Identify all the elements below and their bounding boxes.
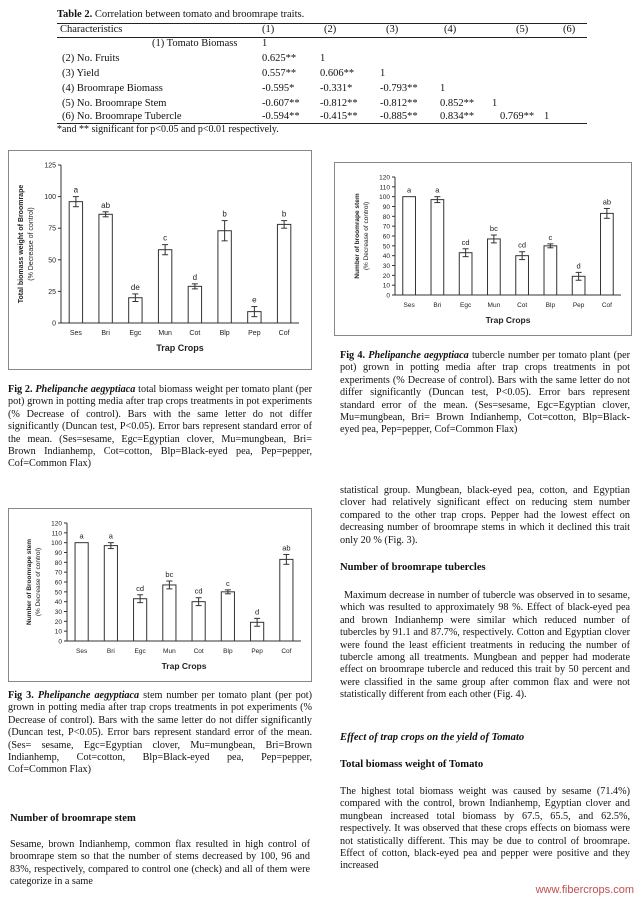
- y-axis-label-unit: (% Decrease of control): [35, 547, 42, 617]
- x-axis-label: Trap Crops: [161, 661, 207, 671]
- significance-letter: e: [252, 295, 257, 305]
- y-tick-label: 70: [54, 569, 62, 577]
- y-tick-label: 60: [382, 233, 390, 241]
- table-title-text: Correlation between tomato and broomrape traits.: [92, 9, 305, 20]
- x-tick-label: Cot: [517, 302, 528, 309]
- table-cell: 0.557**: [262, 68, 297, 79]
- table-cell: -0.812**: [320, 98, 358, 109]
- bar: [403, 197, 416, 295]
- fig2-chart-frame: [8, 150, 312, 370]
- table-title-number: Table 2.: [57, 9, 93, 20]
- table-cell: -0.595*: [262, 83, 295, 94]
- fig4-caption-species: Phelipanche aegyptiaca: [368, 350, 469, 361]
- x-tick-label: Blp: [223, 648, 233, 655]
- x-tick-label: Cof: [278, 330, 290, 337]
- x-tick-label: Blp: [219, 330, 230, 337]
- x-tick-label: Mun: [487, 302, 501, 309]
- fig2-chart: [9, 151, 311, 369]
- significance-letter: ab: [602, 197, 612, 207]
- fig4-caption-text: tubercle number per tomato plant (per pot) grown in potting media after trap crops treatments in pot experiments (% Decrease of control). Bars with the same letter do not differ significantly (Duncan test, P<0.05). Error bars represent standard error of the mean. (Ses=sesame, Egc=Egyptian clover, Mu=mungbean, Bri= Brown Indianhemp, Cot=cotton, Blp=Black-eyed pea, Pep=pepper, Cof=Common Flax): [340, 350, 631, 436]
- table-cell: -0.331*: [320, 83, 353, 94]
- y-axis-label-unit: (% Decrease of control): [363, 201, 370, 271]
- bar: [69, 202, 82, 323]
- fig4-caption: [340, 350, 630, 437]
- significance-letter: d: [576, 261, 581, 271]
- section-heading-tubercles: Number of broomrape tubercles: [340, 562, 486, 573]
- y-tick-label: 50: [382, 243, 390, 251]
- table-header-col3: (3): [386, 24, 399, 35]
- significance-letter: a: [73, 185, 79, 195]
- paragraph-broomrape-stem: Sesame, brown Indianhemp, common flax resulted in high control of broomrape stem so that the number of stems decreased by 100, 96 and 83%, respectively, compared to control one (check) and all of them were categorize in a same: [10, 839, 310, 888]
- table-cell: 1: [544, 111, 550, 122]
- y-tick-label: 80: [54, 559, 62, 567]
- x-tick-label: Egc: [129, 330, 142, 337]
- bar: [431, 200, 444, 295]
- y-tick-label: 110: [51, 530, 62, 538]
- bar: [601, 213, 614, 295]
- y-tick-label: 40: [54, 599, 62, 607]
- table-header-col6: (6): [563, 24, 576, 35]
- table-cell: 1: [492, 98, 498, 109]
- y-tick-label: 0: [386, 292, 390, 300]
- table-header-characteristics: Characteristics: [60, 24, 123, 35]
- table-header-col4: (4): [444, 24, 457, 35]
- fig3-caption-label: Fig 3.: [8, 690, 34, 701]
- y-tick-label: 100: [379, 194, 390, 202]
- significance-letter: a: [108, 531, 113, 541]
- x-tick-label: Pep: [251, 648, 263, 655]
- table-cell: -0.594**: [262, 111, 300, 122]
- y-tick-label: 125: [44, 162, 56, 170]
- bar: [488, 239, 501, 295]
- table-header-col1: (1): [262, 24, 275, 35]
- significance-letter: c: [548, 232, 553, 242]
- y-tick-label: 50: [48, 257, 56, 265]
- significance-letter: d: [192, 272, 198, 282]
- table-top-rule: [57, 23, 587, 24]
- paragraph-biomass-tomato: The highest total biomass weight was caused by sesame (71.4%) compared with the control, brown Indianhemp, Egyptian clover and mungbean increased total biomass by 67.5, 65.5, and 62.5%, respectively. It was observed that these crops effects on biomass were not statistically different. This may be due to control of broomrape. Effect of cotton, black-eyed pea and pepper were positive and they increased: [340, 786, 630, 872]
- table-cell: 1: [380, 68, 386, 79]
- y-tick-label: 0: [58, 638, 62, 646]
- table-cell: -0.885**: [380, 111, 418, 122]
- fig4-caption-label: Fig 4.: [340, 350, 365, 361]
- significance-letter: d: [255, 607, 260, 617]
- table-header-rule: [57, 37, 587, 38]
- significance-letter: a: [435, 185, 440, 195]
- x-axis-label: Trap Crops: [485, 315, 531, 325]
- bar: [218, 231, 231, 323]
- table-cell: 0.834**: [440, 111, 475, 122]
- fig2-caption-text: total biomass weight per tomato plant (per pot) grown in potting media after trap crops treatments in pot experiments (% Decrease of control). Bars with the same letter do not differ significantly (Duncan test, P<0.05). Error bars represent standard error of the mean. (Ses=sesame, Egc=Egyptian clover, Mu=mungbean, Bri= Brown Indianhemp, Cot=cotton, Blp=Black-eyed pea, Pep=pepper, Cof=Common Flax): [8, 384, 312, 470]
- significance-letter: c: [163, 233, 168, 243]
- table-cell: 0.606**: [320, 68, 355, 79]
- table-row-label: (5) No. Broomrape Stem: [62, 98, 167, 109]
- bar: [104, 546, 117, 641]
- y-axis-label: Number of broomrape stem: [354, 193, 361, 279]
- x-tick-label: Bri: [101, 330, 110, 337]
- table-cell: 0.769**: [500, 111, 535, 122]
- fig2-caption: [8, 384, 312, 471]
- fig4-chart: [335, 163, 631, 335]
- x-tick-label: Cot: [193, 648, 204, 655]
- table-cell: 1: [262, 38, 268, 49]
- significance-letter: cd: [461, 237, 470, 247]
- fig3-caption: [8, 690, 312, 777]
- significance-letter: cd: [136, 583, 145, 593]
- paragraph-stem-continued: statistical group. Mungbean, black-eyed pea, cotton, and Egyptian clover had relatively significant effect on reducing stem number compared to the other trap crops. Pepper had the lowest effect on decreasing number of broomrape stems in which it declined this trait only 20 % (Fig. 3).: [340, 485, 630, 546]
- significance-letter: de: [130, 282, 140, 292]
- table-footnote: *and ** significant for p<0.05 and p<0.01 respectively.: [57, 124, 279, 135]
- x-tick-label: Ses: [76, 648, 88, 655]
- significance-letter: a: [407, 185, 412, 195]
- y-tick-label: 50: [54, 589, 62, 597]
- table-cell: 1: [320, 53, 326, 64]
- table-header-col5: (5): [516, 24, 529, 35]
- bar: [163, 585, 176, 641]
- significance-letter: b: [281, 209, 287, 219]
- y-tick-label: 30: [54, 609, 62, 616]
- x-tick-label: Cot: [189, 330, 201, 337]
- x-tick-label: Bri: [106, 648, 115, 655]
- fig3-chart: [9, 509, 311, 681]
- x-tick-label: Pep: [572, 302, 585, 309]
- x-tick-label: Egc: [134, 648, 146, 655]
- x-tick-label: Blp: [545, 302, 556, 309]
- x-tick-label: Egc: [460, 302, 472, 309]
- x-tick-label: Cof: [601, 302, 612, 309]
- y-axis-label-unit: (% Decrease of control): [28, 207, 35, 281]
- table-cell: -0.793**: [380, 83, 418, 94]
- bar: [158, 250, 171, 323]
- significance-letter: ab: [282, 543, 291, 553]
- y-tick-label: 25: [48, 288, 56, 296]
- bar: [544, 246, 557, 295]
- table-cell: -0.415**: [320, 111, 358, 122]
- section-heading-broomrape-stem: Number of broomrape stem: [10, 813, 136, 824]
- bar: [221, 592, 234, 641]
- x-axis-label: Trap Crops: [156, 343, 204, 353]
- paragraph-tubercles: Maximum decrease in number of tubercle was observed in to sesame, which was resulted to approximately 98 %. Effect of black-eyed pea and brown Indianhemp were similar which reduced number of tubercles by 91.1 and 87.7%, respectively. Cotton and Egyptian clover were found the least efficient treatments in reducing the number of tubercle among all treatments. Mungbean and pepper had moderate effect on broomrape tubercle and reduced this trait by 50 percent and were classified in the same group after common flax and were not statistically different from each other (Fig. 4).: [340, 590, 630, 701]
- x-tick-label: Mun: [163, 648, 176, 655]
- significance-letter: c: [226, 578, 230, 588]
- table-cell: -0.607**: [262, 98, 300, 109]
- bar: [75, 543, 88, 641]
- y-tick-label: 100: [51, 540, 62, 548]
- section-heading-biomass-tomato: Total biomass weight of Tomato: [340, 759, 484, 770]
- bar: [277, 224, 290, 323]
- table-title: [57, 9, 304, 20]
- x-tick-label: Cof: [281, 648, 292, 655]
- y-tick-label: 40: [382, 253, 390, 261]
- bar: [459, 253, 472, 295]
- y-tick-label: 80: [382, 213, 390, 221]
- table-row-label: (6) No. Broomrape Tubercle: [62, 111, 182, 122]
- y-tick-label: 10: [54, 628, 62, 636]
- y-tick-label: 20: [382, 272, 390, 280]
- y-tick-label: 90: [54, 550, 62, 557]
- fig4-chart-frame: [334, 162, 632, 336]
- y-tick-label: 100: [44, 194, 56, 202]
- bar: [134, 599, 147, 641]
- bar: [188, 286, 201, 323]
- table-cell: 0.852**: [440, 98, 475, 109]
- bar: [192, 602, 205, 641]
- fig3-chart-frame: [8, 508, 312, 682]
- significance-letter: ab: [101, 200, 111, 210]
- table-cell: -0.812**: [380, 98, 418, 109]
- fig3-caption-species: Phelipanche aegyptiaca: [37, 690, 140, 701]
- table-cell: 1: [440, 83, 446, 94]
- table-cell: 0.625**: [262, 53, 297, 64]
- table-row-label: (1) Tomato Biomass: [152, 38, 238, 49]
- y-tick-label: 70: [382, 223, 390, 231]
- significance-letter: a: [79, 531, 84, 541]
- y-axis-label: Number of Broomrape stem: [26, 539, 33, 625]
- significance-letter: b: [222, 209, 227, 219]
- y-tick-label: 60: [54, 579, 62, 587]
- table-row-label: (2) No. Fruits: [62, 53, 120, 64]
- bar: [99, 214, 112, 323]
- y-tick-label: 20: [54, 618, 62, 626]
- y-axis-label: Total biomass weight of Broomrape: [18, 184, 25, 304]
- significance-letter: cd: [518, 240, 527, 250]
- table-header-col2: (2): [324, 24, 337, 35]
- fig2-caption-species: Phelipanche aegyptiaca: [35, 384, 136, 395]
- x-tick-label: Bri: [433, 302, 442, 309]
- fig2-caption-label: Fig 2.: [8, 384, 33, 395]
- x-tick-label: Pep: [248, 330, 261, 337]
- y-tick-label: 120: [379, 174, 390, 182]
- significance-letter: bc: [489, 224, 498, 234]
- y-tick-label: 120: [51, 520, 62, 528]
- section-heading-yield: Effect of trap crops on the yield of Tomato: [340, 732, 525, 743]
- x-tick-label: Ses: [403, 302, 415, 309]
- watermark: www.fibercrops.com: [535, 884, 634, 896]
- y-tick-label: 110: [379, 184, 390, 192]
- significance-letter: cd: [194, 586, 203, 596]
- y-tick-label: 30: [382, 263, 390, 270]
- table-row-label: (4) Broomrape Biomass: [62, 83, 163, 94]
- fig3-caption-text: stem number per tomato plant (per pot) grown in potting media after trap crops treatments in pot experiments (% Decrease of control). Bars with the same letter do not differ significantly (Duncan test, P<0.05). Error bars represent standard error of the mean. (Ses= sesame, Egc=Egyptian clover, Mu=mungbean, Bri=Brown Indianhemp, Cot=cotton, Blp=Black-eyed pea, Pep=pepper, Cof=Common Flax): [8, 690, 313, 776]
- x-tick-label: Mun: [158, 330, 172, 337]
- y-tick-label: 75: [48, 225, 56, 233]
- bar: [516, 256, 529, 295]
- y-tick-label: 0: [52, 320, 56, 328]
- y-tick-label: 90: [382, 204, 390, 211]
- table-row-label: (3) Yield: [62, 68, 100, 79]
- x-tick-label: Ses: [69, 330, 82, 337]
- bar: [280, 559, 293, 641]
- significance-letter: bc: [165, 570, 174, 580]
- y-tick-label: 10: [382, 282, 390, 290]
